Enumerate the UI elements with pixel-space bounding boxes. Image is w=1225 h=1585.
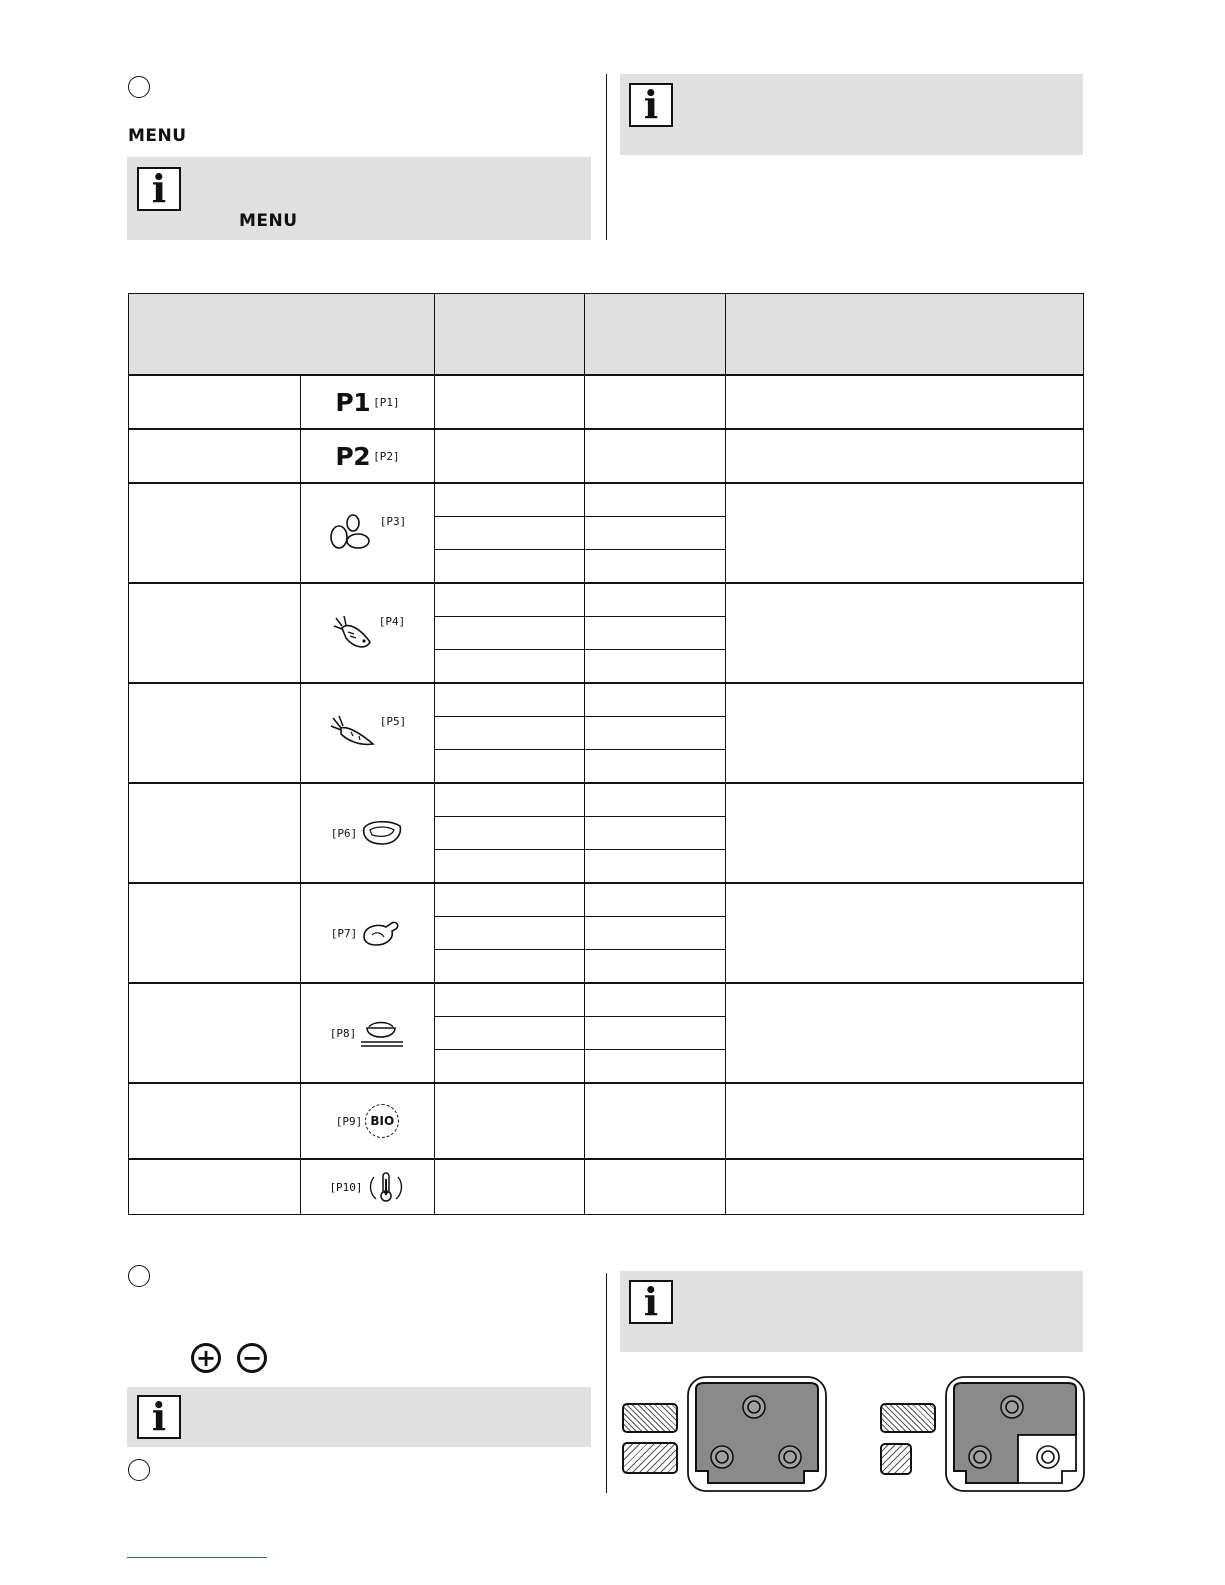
basket-top [743,1396,765,1418]
table-row-p8 [129,983,1084,1017]
fish-icon: [P4] [330,612,406,652]
step-circle-2 [128,1265,150,1287]
table-row-p7 [129,883,1084,917]
basket-bottom-right [779,1446,801,1468]
plus-icon: + [191,1343,221,1373]
table-row-p2 [129,429,1084,483]
header-program [129,294,435,376]
info-note-trays [620,1271,1083,1352]
table-row-p9 [129,1083,1084,1159]
info-icon: i [629,1280,673,1324]
thermometer-icon: [P10] [329,1167,405,1207]
header-col-3 [585,294,726,376]
p2-icon: P2 [P2] [335,441,400,471]
table-row-p10 [129,1159,1084,1215]
table-row-p1 [129,375,1084,429]
info-icon: i [137,167,181,211]
info-icon: i [137,1395,181,1439]
tray-icon-small [880,1443,912,1475]
table-header-row [129,294,1084,376]
column-divider-top [606,74,607,240]
header-col-2 [435,294,585,376]
bio-icon: [P9] BIO [336,1104,400,1138]
p1-icon: P1 [P1] [335,387,400,417]
program-table [128,293,1084,1215]
table-row-p5 [129,683,1084,717]
header-col-4 [726,294,1084,376]
column-divider-bottom [606,1273,607,1493]
table-row-p6 [129,783,1084,817]
menu-button-label: MENU [128,126,187,146]
tray-icon-large [880,1403,936,1433]
carrot-icon: [P5] [329,714,407,750]
info-icon: i [629,83,673,127]
steak-icon: [P6] [331,818,405,848]
step-circle-3 [128,1459,150,1481]
table-row-p4 [129,583,1084,617]
info-menu-label: MENU [239,211,298,231]
table-row-p3 [129,483,1084,517]
minus-icon: − [237,1343,267,1373]
chicken-icon: [P7] [331,917,405,949]
info-note-adjust [127,1387,591,1447]
info-note-right [620,74,1083,155]
info-note-menu [127,157,591,240]
rice-bowl-icon: [P8] [330,1016,406,1050]
eggs-icon: [P3] [329,513,407,551]
basket-bottom-left [711,1446,733,1468]
tray-icon-large [622,1442,678,1474]
steamer-diagram-three-baskets [686,1375,828,1493]
tray-icon-large [622,1403,678,1433]
steamer-diagram-mixed-baskets [944,1375,1086,1493]
step-circle-1 [128,76,150,98]
footer-rule [127,1557,267,1558]
